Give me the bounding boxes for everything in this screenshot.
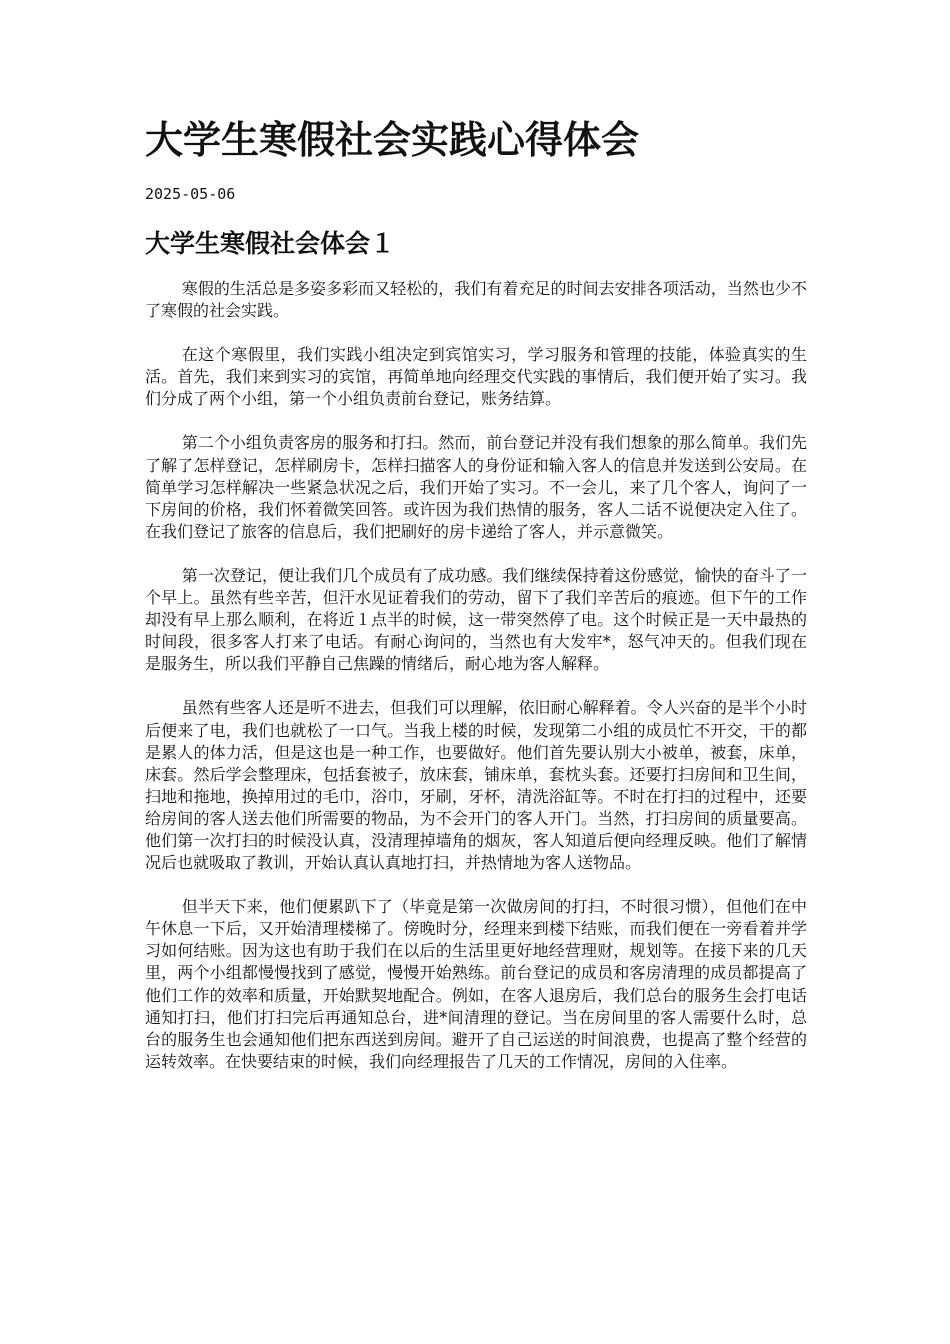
paragraph: 在这个寒假里，我们实践小组决定到宾馆实习，学习服务和管理的技能，体验真实的生活。首先，我们来到实习的宾馆，再简单地向经理交代实践的事情后，我们便开始了实习。我们分成了两个小组，第一个小组负责前台登记，账务结算。 [145,345,807,409]
document-page [145,112,807,1095]
body-text [145,278,807,1073]
paragraph: 寒假的生活总是多姿多彩而又轻松的，我们有着充足的时间去安排各项活动，当然也少不了寒假的社会实践。 [145,279,807,321]
paragraph: 第二个小组负责客房的服务和打扫。然而，前台登记并没有我们想象的那么简单。我们先了解了怎样登记，怎样刷房卡，怎样扫描客人的身份证和输入客人的信息并发送到公安局。在简单学习怎样解决一些紧急状况之后，我们开始了实习。不一会儿，来了几个客人，询问了一下房间的价格，我们怀着微笑回答。或许因为我们热情的服务，客人二话不说便决定入住了。在我们登记了旅客的信息后，我们把刷好的房卡递给了客人，并示意微笑。 [145,433,807,541]
paragraph: 第一次登记，便让我们几个成员有了成功感。我们继续保持着这份感觉，愉快的奋斗了一个早上。虽然有些辛苦，但汗水见证着我们的劳动，留下了我们辛苦后的痕迹。但下午的工作却没有早上那么顺利，在将近１点半的时候，这一带突然停了电。这个时候正是一天中最热的时间段，很多客人打来了电话。有耐心询问的，当然也有大发牢*，怒气冲天的。但我们现在是服务生，所以我们平静自己焦躁的情绪后，耐心地为客人解释。 [145,565,807,674]
paragraph: 虽然有些客人还是听不进去，但我们可以理解，依旧耐心解释着。令人兴奋的是半个小时后便来了电，我们也就松了一口气。当我上楼的时候，发现第二小组的成员忙不开交，干的都是累人的体力活，但是这也是一种工作，也要做好。他们首先要认别大小被单，被套，床单，床套。然后学会整理床，包括套被子，放床套，铺床单，套枕头套。还要打扫房间和卫生间，扫地和拖地，换掉用过的毛巾，浴巾，牙刷，牙杯，清洗浴缸等。不时在打扫的过程中，还要给房间的客人送去他们所需要的物品，为不会开门的客人开门。当然，打扫房间的质量要高。他们第一次打扫的时候没认真，没清理掉墙角的烟灰，客人知道后便向经理反映。他们了解情况后也就吸取了教训，开始认真认真地打扫，并热情地为客人送物品。 [145,698,807,873]
document-date: 2025-05-06 [145,185,236,203]
section-heading: 大学生寒假社会体会１ [145,229,396,258]
document-title: 大学生寒假社会实践心得体会 [145,117,640,162]
paragraph: 但半天下来，他们便累趴下了（毕竟是第一次做房间的打扫，不时很习惯），但他们在中午休息一下后，又开始清理楼梯了。傍晚时分，经理来到楼下结账，而我们便在一旁看着并学习如何结账。因为这也有助于我们在以后的生活里更好地经营理财，规划等。在接下来的几天里，两个小组都慢慢找到了感觉，慢慢开始熟练。前台登记的成员和客房清理的成员都提高了他们工作的效率和质量，开始默契地配合。例如，在客人退房后，我们总台的服务生会打电话通知打扫，他们打扫完后再通知总台，进*间清理的登记。当在房间里的客人需要什么时，总台的服务生也会通知他们把东西送到房间。避开了自己运送的时间浪费，也提高了整个经营的运转效率。在快要结束的时候，我们向经理报告了几天的工作情况，房间的入住率。 [145,897,807,1071]
